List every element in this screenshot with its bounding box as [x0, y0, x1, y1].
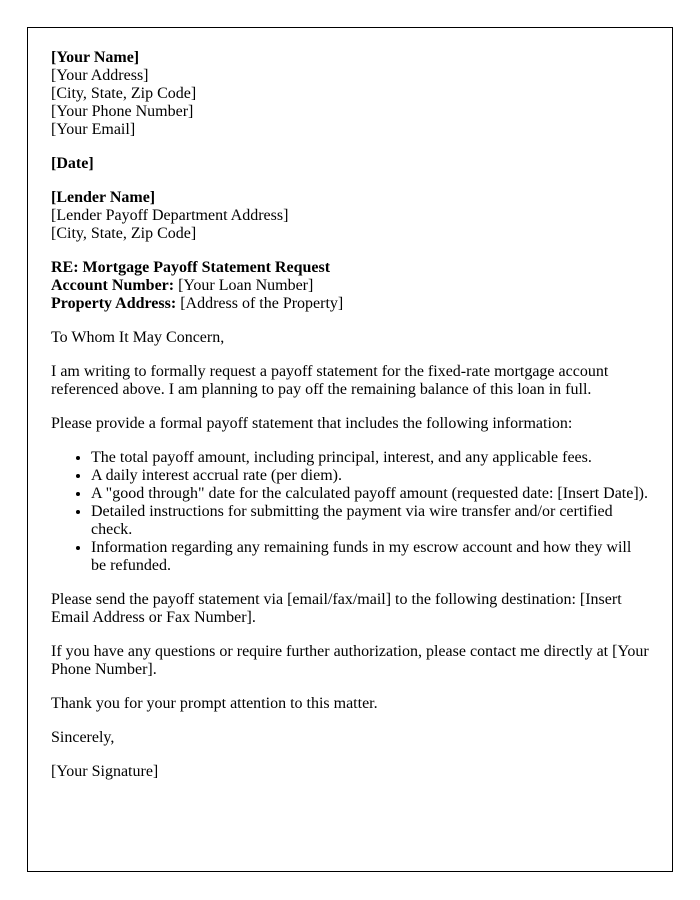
paragraph-intro: I am writing to formally request a payoff statement for the fixed-rate mortgage account referenced above. I am planning to pay off the remaining balance of this loan in full.	[51, 363, 609, 398]
letter-page	[27, 27, 673, 872]
paragraph-thanks: Thank you for your prompt attention to this matter.	[51, 695, 378, 712]
paragraph-send-destination: Please send the payoff statement via [email/fax/mail] to the following destination: [Insert Email Address or Fax Number].	[51, 591, 622, 626]
property-address-value: [Address of the Property]	[176, 295, 344, 312]
account-number-label: Account Number:	[51, 277, 175, 294]
paragraph-request: Please provide a formal payoff statement that includes the following information:	[51, 415, 573, 432]
sender-block	[51, 49, 649, 139]
sender-city-state-zip: [City, State, Zip Code]	[51, 85, 197, 102]
account-number-value: [Your Loan Number]	[174, 277, 314, 294]
lender-address: [Lender Payoff Department Address]	[51, 207, 289, 224]
lender-city-state-zip: [City, State, Zip Code]	[51, 225, 197, 242]
paragraph-contact: If you have any questions or require further authorization, please contact me directly at [Your Phone Number].	[51, 643, 649, 678]
sender-name: [Your Name]	[51, 49, 140, 66]
signature-placeholder: [Your Signature]	[51, 763, 159, 780]
subject-block	[51, 259, 649, 313]
payoff-request-list	[51, 449, 649, 575]
sender-phone: [Your Phone Number]	[51, 103, 194, 120]
account-number-line	[51, 277, 649, 295]
letter-date: [Date]	[51, 155, 94, 172]
salutation: To Whom It May Concern,	[51, 329, 225, 346]
list-item-total-payoff: • The total payoff amount, including principal, interest, and any applicable fees.	[91, 449, 649, 467]
list-item-escrow-refund: • Information regarding any remaining funds in my escrow account and how they will be refunded.	[91, 539, 649, 575]
lender-name: [Lender Name]	[51, 189, 156, 206]
closing: Sincerely,	[51, 729, 115, 746]
list-item-good-through: • A "good through" date for the calculated payoff amount (requested date: [Insert Date]).	[91, 485, 649, 503]
subject-line: RE: Mortgage Payoff Statement Request	[51, 259, 331, 276]
sender-address: [Your Address]	[51, 67, 149, 84]
recipient-block	[51, 189, 649, 243]
property-address-label: Property Address:	[51, 295, 177, 312]
list-item-payment-instructions: • Detailed instructions for submitting the payment via wire transfer and/or certified check.	[91, 503, 649, 539]
list-item-per-diem: • A daily interest accrual rate (per diem).	[91, 467, 649, 485]
property-address-line	[51, 295, 649, 313]
sender-email: [Your Email]	[51, 121, 136, 138]
